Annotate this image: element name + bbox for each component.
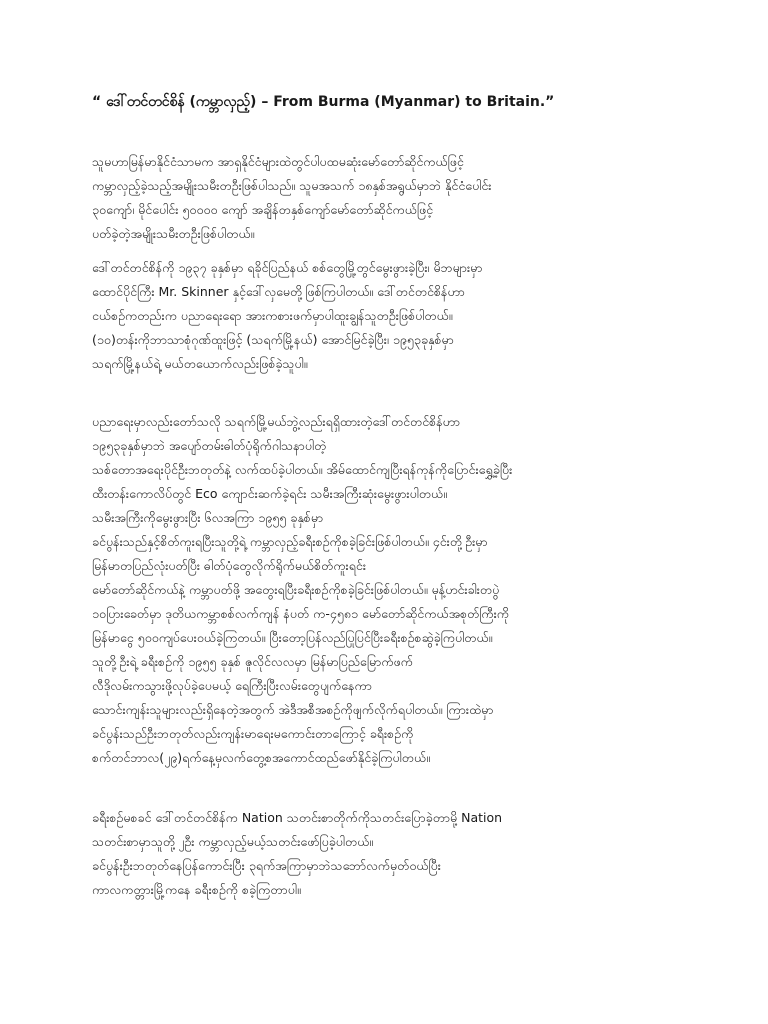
- text-line: လီဒိုလမ်းကသွားဖို့လုပ်ခဲ့ပေမယ့် ရေကြီးပြီးလမ်းတွေပျက်နေကာ: [92, 678, 372, 693]
- text-line: (၁၀)တန်းကိုဘာသာစုံဂုဏ်ထူးဖြင့် (သရက်မြို့နယ်) အောင်မြင်ခဲ့ပြီး၊ ၁၉၅၃ခုနှစ်မှာ: [92, 332, 454, 347]
- text-line: ခင်ပွန်းသည်နှင့်စိတ်ကူးရပြီးသူတို့ရဲ့ ကမ္ဘာလှည့်ခရီးစဉ်ကိုစခဲ့ခြင်းဖြစ်ပါတယ်။ ၄င်းတို့ဦးမှာ: [92, 534, 488, 549]
- text-line: မြန်မာငွေ ၅၀၀ကျပ်ပေးဝယ်ခဲ့ကြတယ်။ ပြီးတော့ပြန်လည်ပြုပြင်ပြီးခရီးစဉ်စဆွဲခဲ့ကြပါတယ်။: [92, 630, 493, 645]
- text-line: မြန်မာတပြည်လုံးပတ်ပြီး ဓါတ်ပုံတွေလိုက်ရိုက်မယ်စိတ်ကူးရင်း: [92, 558, 367, 573]
- paragraph-2: [92, 256, 712, 376]
- text-line: ပတ်ခဲ့တဲ့အမျိုးသမီးတဦးဖြစ်ပါတယ်။: [92, 226, 255, 241]
- text-line: ၃၀ကျော်၊ မိုင်ပေါင်း ၅၀၀၀၀ ကျော် အချိန်တနှစ်ကျော်မော်တော်ဆိုင်ကယ်ဖြင့်: [92, 202, 434, 217]
- text-line: သူတို့ဦးရဲ့ ခရီးစဉ်ကို ၁၉၅၅ ခုနှစ် ဇူလိုင်လလမှာ မြန်မာပြည်မြောက်ဖက်: [92, 654, 413, 669]
- text-line: သောင်းကျန်းသူများလည်းရှိနေတဲ့အတွက် အဲဒီအစီအစဉ်ကိုဖျက်လိုက်ရပါတယ်။ ကြားထဲမှာ: [92, 702, 494, 717]
- text-line: သစ်တောအရေးပိုင်ဦးဘတုတ်နဲ့ လက်ထပ်ခဲ့ပါတယ်။ အိမ်ထောင်ကျပြီးရန်ကုန်ကိုပြောင်းရွှေ့ခဲ့ပြီး: [92, 462, 513, 477]
- text-line: သတင်းစာမှာသူတို့၂ဦး ကမ္ဘာလှည့်မယ့်သတင်းဖော်ပြခဲ့ပါတယ်။: [92, 834, 374, 849]
- paragraph-3: [92, 410, 712, 770]
- text-line: သူမဟာမြန်မာနိုင်ငံသာမက အာရှနိုင်ငံများထဲတွင်ပါပထမဆုံးမော်တော်ဆိုင်ကယ်ဖြင့်: [92, 154, 464, 169]
- text-line: ငယ်စဉ်ကတည်းက ပညာရေးရော အားကစားဖက်မှာပါထူးချွန်သူတဦးဖြစ်ပါတယ်။: [92, 308, 453, 323]
- text-line: ၁၀ပြားခေတ်မှာ ဒုတိယကမ္ဘာစစ်လက်ကျန် နံပတ် က-၄၅၈၁ မော်တော်ဆိုင်ကယ်အစုတ်ကြီးကို: [92, 606, 510, 621]
- text-line: စက်တင်ဘာလ(၂၉)ရက်နေ့မှလက်တွေ့စအကောင်ထည်ဖော်နိုင်ခဲ့ကြပါတယ်။: [92, 750, 430, 765]
- document-title: “ ဒေါ်တင်တင်စိန် (ကမ္ဘာလှည့်) – From Burma (Myanmar) to Britain.”: [92, 94, 555, 110]
- paragraph-1: [92, 150, 712, 246]
- text-line: ထီးတန်းကောလိပ်တွင် Eco ကျောင်းဆက်ခဲ့ရင်း သမီးအကြီးဆုံးမွေးဖွားပါတယ်။: [92, 486, 447, 501]
- text-line: ပညာရေးမှာလည်းတော်သလို သရက်မြို့မယ်ဘွဲ့လည်းရရှိထားတဲ့ဒေါ်တင်တင်စိန်ဟာ: [92, 414, 461, 429]
- text-line: မော်တော်ဆိုင်ကယ်နဲ့ ကမ္ဘာပတ်ဖို့ အတွေးရပြီးခရီးစဉ်ကိုစခဲ့ခြင်းဖြစ်ပါတယ်။ မုန့်ဟင်းခါးတပွဲ: [92, 582, 500, 597]
- text-line: ဒေါ်တင်တင်စိန်ကို ၁၉၃၇ ခုနှစ်မှာ ရခိုင်ပြည်နယ် စစ်တွေမြို့တွင်မွေးဖွားခဲ့ပြီး၊ မိဘများမှာ: [92, 260, 483, 275]
- text-line: ခင်ပွန်းဦးဘတုတ်နေပြန်ကောင်းပြီး ၃ရက်အကြာမှာဘဲသဘော်လက်မှတ်ဝယ်ပြီး: [92, 858, 441, 873]
- text-line: ကမ္ဘာလှည့်ခဲ့သည့်အမျိုးသမီးတဦးဖြစ်ပါသည်။ သူမအသက် ၁၈နှစ်အရွယ်မှာဘဲ နိုင်ငံပေါင်း: [92, 178, 492, 193]
- text-line: သမီးအကြီးကိုမွေးဖွားပြီး ၆လအကြာ ၁၉၅၅ ခုနှစ်မှာ: [92, 510, 324, 525]
- text-line: ခင်ပွန်းသည်ဦးဘတုတ်လည်းကျန်းမာရေးမကောင်းတာကြောင့် ခရီးစဉ်ကို: [92, 726, 414, 741]
- text-line: ခရီးစဉ်မစခင် ဒေါ်တင်တင်စိန်က Nation သတင်းစာတိုက်ကိုသတင်းပြောခဲ့တာမို့ Nation: [92, 810, 503, 825]
- text-line: သရက်မြို့နယ်ရဲ့ မယ်တယောက်လည်းဖြစ်ခဲ့သူပါ။: [92, 356, 308, 371]
- paragraph-4: [92, 806, 712, 902]
- text-line: ကာလကတ္တားမြို့ကနေ ခရီးစဉ်ကို စခဲ့ကြတာပါ။: [92, 882, 301, 897]
- text-line: ထောင်ပိုင်ကြီး Mr. Skinner နှင့်ဒေါ်လှမေတို့ဖြစ်ကြပါတယ်။ ဒေါ်တင်တင်စိန်ဟာ: [92, 284, 465, 299]
- text-line: ၁၉၅၃ခုနှစ်မှာဘဲ အပျော်တမ်းဓါတ်ပုံရိုက်ဂါသနာပါတဲ့: [92, 438, 327, 453]
